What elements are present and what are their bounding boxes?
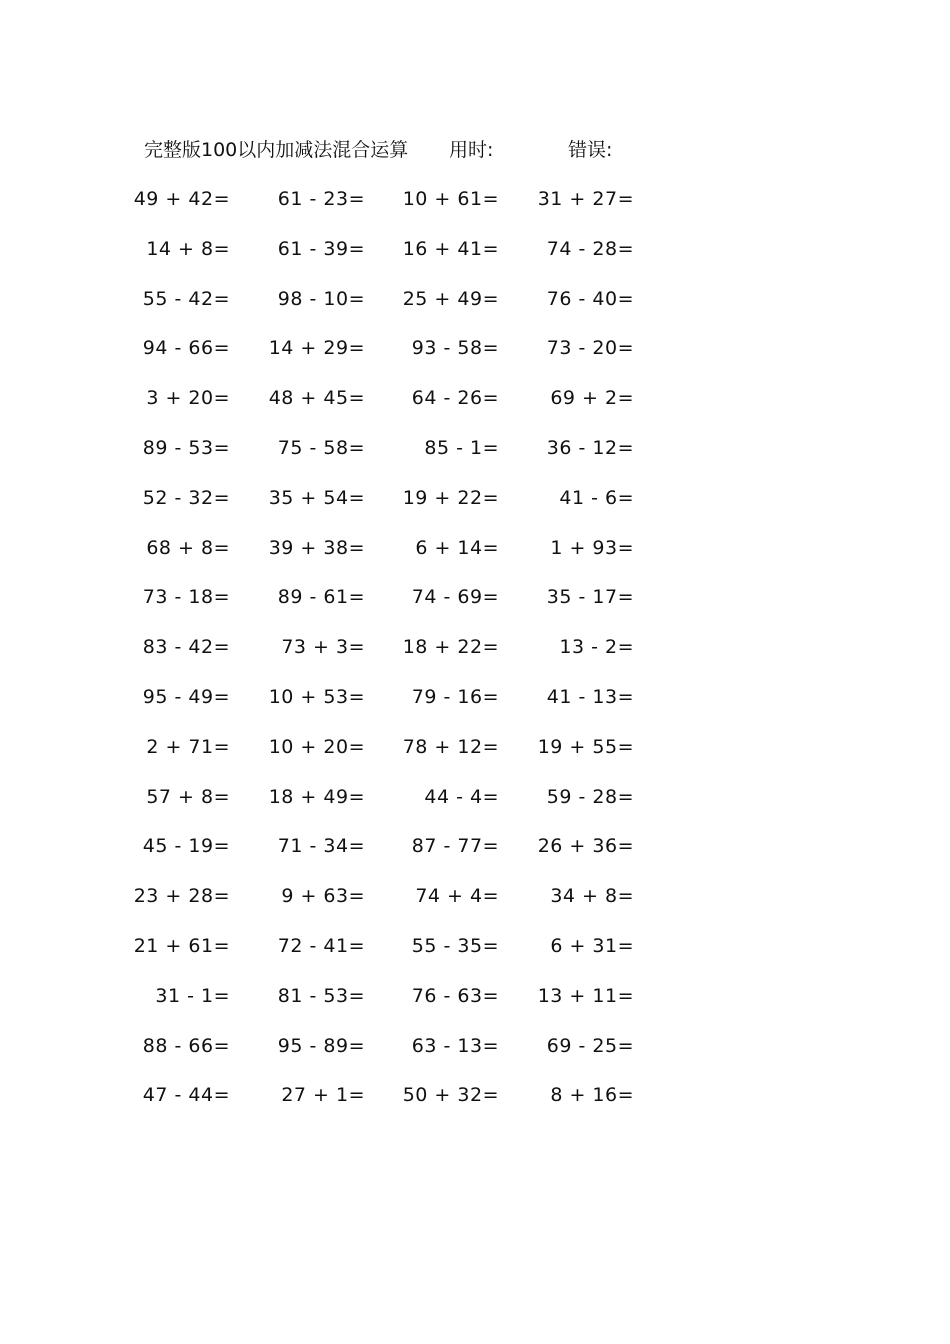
math-problem: 31 + 27= bbox=[537, 188, 634, 210]
math-problem: 10 + 53= bbox=[268, 686, 365, 708]
math-problem: 34 + 8= bbox=[550, 885, 634, 907]
math-problem: 73 - 20= bbox=[546, 337, 634, 359]
math-problem: 16 + 41= bbox=[402, 238, 499, 260]
math-problem: 10 + 61= bbox=[402, 188, 499, 210]
math-problem: 73 - 18= bbox=[142, 586, 230, 608]
math-problem: 89 - 53= bbox=[142, 437, 230, 459]
math-problem: 18 + 22= bbox=[402, 636, 499, 658]
math-problem: 95 - 89= bbox=[277, 1035, 365, 1057]
math-problem: 64 - 26= bbox=[411, 387, 499, 409]
math-problem: 18 + 49= bbox=[268, 786, 365, 808]
math-problem: 26 + 36= bbox=[537, 835, 634, 857]
math-problem: 95 - 49= bbox=[142, 686, 230, 708]
math-problem: 93 - 58= bbox=[411, 337, 499, 359]
math-problem: 21 + 61= bbox=[133, 935, 230, 957]
math-problem: 52 - 32= bbox=[142, 487, 230, 509]
math-problem: 74 - 28= bbox=[546, 238, 634, 260]
math-problem: 76 - 40= bbox=[546, 288, 634, 310]
math-problem: 44 - 4= bbox=[424, 786, 499, 808]
math-problem: 14 + 29= bbox=[268, 337, 365, 359]
math-problem: 25 + 49= bbox=[402, 288, 499, 310]
math-problem: 23 + 28= bbox=[133, 885, 230, 907]
math-problem: 36 - 12= bbox=[546, 437, 634, 459]
math-problem: 73 + 3= bbox=[281, 636, 365, 658]
math-problem: 6 + 31= bbox=[550, 935, 634, 957]
math-problem: 89 - 61= bbox=[277, 586, 365, 608]
math-problem: 55 - 35= bbox=[411, 935, 499, 957]
math-problem: 2 + 71= bbox=[146, 736, 230, 758]
math-problem: 94 - 66= bbox=[142, 337, 230, 359]
math-problem: 63 - 13= bbox=[411, 1035, 499, 1057]
math-problem: 35 - 17= bbox=[546, 586, 634, 608]
math-problem: 47 - 44= bbox=[142, 1084, 230, 1106]
math-problem: 10 + 20= bbox=[268, 736, 365, 758]
math-problem: 48 + 45= bbox=[268, 387, 365, 409]
math-problem: 74 - 69= bbox=[411, 586, 499, 608]
math-problem: 19 + 22= bbox=[402, 487, 499, 509]
math-problem: 9 + 63= bbox=[281, 885, 365, 907]
math-problem: 8 + 16= bbox=[550, 1084, 634, 1106]
math-problem: 72 - 41= bbox=[277, 935, 365, 957]
math-problem: 76 - 63= bbox=[411, 985, 499, 1007]
math-problem: 1 + 93= bbox=[550, 537, 634, 559]
math-problem: 74 + 4= bbox=[415, 885, 499, 907]
math-problem: 13 - 2= bbox=[559, 636, 634, 658]
errors-label: 错误: bbox=[568, 139, 613, 161]
math-problem: 13 + 11= bbox=[537, 985, 634, 1007]
math-problem: 41 - 13= bbox=[546, 686, 634, 708]
math-problem: 27 + 1= bbox=[281, 1084, 365, 1106]
math-problem: 39 + 38= bbox=[268, 537, 365, 559]
math-problem: 68 + 8= bbox=[146, 537, 230, 559]
math-problem: 61 - 23= bbox=[277, 188, 365, 210]
math-problem: 69 - 25= bbox=[546, 1035, 634, 1057]
worksheet-title: 完整版100以内加减法混合运算 bbox=[144, 139, 409, 161]
math-problem: 83 - 42= bbox=[142, 636, 230, 658]
math-problem: 85 - 1= bbox=[424, 437, 499, 459]
math-problem: 78 + 12= bbox=[402, 736, 499, 758]
math-problem: 49 + 42= bbox=[133, 188, 230, 210]
math-problem: 50 + 32= bbox=[402, 1084, 499, 1106]
math-problem: 81 - 53= bbox=[277, 985, 365, 1007]
math-problem: 3 + 20= bbox=[146, 387, 230, 409]
math-problem: 19 + 55= bbox=[537, 736, 634, 758]
math-problem: 35 + 54= bbox=[268, 487, 365, 509]
math-problem: 57 + 8= bbox=[146, 786, 230, 808]
math-problem: 45 - 19= bbox=[142, 835, 230, 857]
math-problem: 61 - 39= bbox=[277, 238, 365, 260]
math-problem: 98 - 10= bbox=[277, 288, 365, 310]
math-problem: 87 - 77= bbox=[411, 835, 499, 857]
math-problem: 88 - 66= bbox=[142, 1035, 230, 1057]
math-problem: 59 - 28= bbox=[546, 786, 634, 808]
math-problem: 79 - 16= bbox=[411, 686, 499, 708]
math-problem: 75 - 58= bbox=[277, 437, 365, 459]
math-problem: 41 - 6= bbox=[559, 487, 634, 509]
math-problem: 55 - 42= bbox=[142, 288, 230, 310]
math-problem: 31 - 1= bbox=[155, 985, 230, 1007]
time-used-label: 用时: bbox=[449, 139, 494, 161]
math-problem: 71 - 34= bbox=[277, 835, 365, 857]
math-problem: 6 + 14= bbox=[415, 537, 499, 559]
math-problem: 69 + 2= bbox=[550, 387, 634, 409]
math-problem: 14 + 8= bbox=[146, 238, 230, 260]
